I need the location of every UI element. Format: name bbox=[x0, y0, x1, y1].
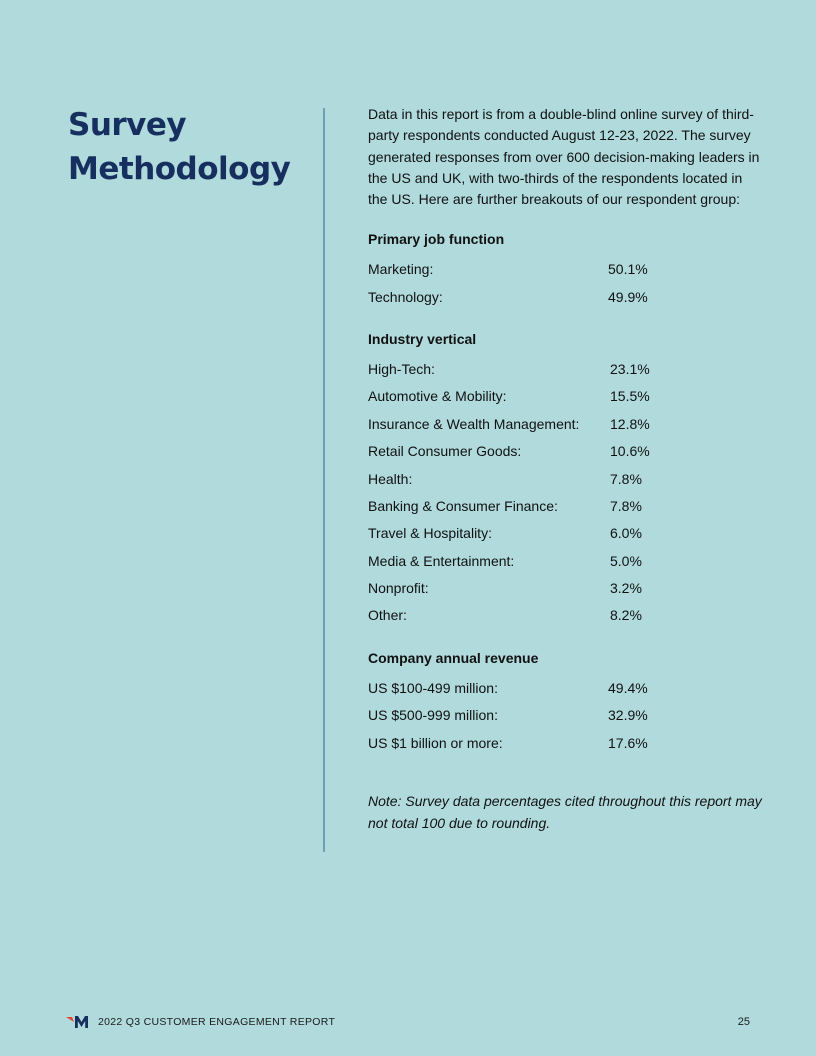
row-label: Travel & Hospitality: bbox=[368, 525, 492, 542]
row-value: 5.0% bbox=[610, 552, 642, 569]
row-value: 17.6% bbox=[608, 734, 648, 751]
row-label: Retail Consumer Goods: bbox=[368, 443, 522, 460]
page-number: 25 bbox=[737, 1016, 750, 1028]
row-label: Other: bbox=[368, 607, 407, 624]
revenue-row bbox=[368, 702, 768, 729]
row-label: US $500-999 million: bbox=[368, 707, 498, 724]
industry-row bbox=[368, 492, 768, 519]
rounding-note: Note: Survey data percentages cited throughout this report may not total 100 due to rounding. bbox=[368, 793, 762, 832]
row-label: US $100-499 million: bbox=[368, 679, 498, 696]
row-label: Banking & Consumer Finance: bbox=[368, 497, 558, 514]
row-label: Technology: bbox=[368, 288, 443, 305]
industry-section bbox=[368, 328, 768, 629]
revenue-title: Company annual revenue bbox=[368, 650, 539, 667]
row-label: Media & Entertainment: bbox=[368, 552, 515, 569]
row-value: 49.9% bbox=[608, 288, 648, 305]
industry-row bbox=[368, 574, 768, 601]
row-label: Health: bbox=[368, 470, 413, 487]
row-value: 3.2% bbox=[610, 580, 642, 597]
row-label: Automotive & Mobility: bbox=[368, 388, 507, 405]
m-logo-icon bbox=[66, 1014, 90, 1030]
page-title: Survey Methodology bbox=[68, 107, 291, 187]
row-value: 50.1% bbox=[608, 261, 648, 278]
row-label: Marketing: bbox=[368, 261, 434, 278]
row-label: Insurance & Wealth Management: bbox=[368, 415, 580, 432]
row-value: 32.9% bbox=[608, 707, 648, 724]
intro-paragraph: Data in this report is from a double-blind online survey of third-party respondents conducted August 12-23, 2022. The survey generated responses from over 600 decision-making leaders in the US and UK, with two-thirds of the respondents located in the US. Here are further breakouts of our respondent group: bbox=[368, 106, 760, 208]
row-value: 12.8% bbox=[610, 415, 650, 432]
industry-row bbox=[368, 602, 768, 629]
page-footer bbox=[66, 1012, 750, 1032]
industry-row bbox=[368, 465, 768, 492]
row-value: 8.2% bbox=[610, 607, 642, 624]
job-function-row bbox=[368, 283, 768, 310]
row-value: 7.8% bbox=[610, 497, 642, 514]
row-value: 7.8% bbox=[610, 470, 642, 487]
job-function-row bbox=[368, 255, 768, 282]
industry-row bbox=[368, 437, 768, 464]
industry-title: Industry vertical bbox=[368, 331, 477, 348]
row-label: High-Tech: bbox=[368, 360, 435, 377]
revenue-row bbox=[368, 729, 768, 756]
row-value: 6.0% bbox=[610, 525, 642, 542]
industry-row bbox=[368, 410, 768, 437]
industry-row bbox=[368, 547, 768, 574]
industry-row bbox=[368, 520, 768, 547]
industry-row bbox=[368, 355, 768, 382]
revenue-section bbox=[368, 647, 768, 756]
job-function-section bbox=[368, 228, 768, 310]
row-label: US $1 billion or more: bbox=[368, 734, 503, 751]
industry-row bbox=[368, 383, 768, 410]
report-name: 2022 Q3 CUSTOMER ENGAGEMENT REPORT bbox=[98, 1016, 336, 1028]
vertical-divider bbox=[323, 108, 325, 852]
revenue-row bbox=[368, 674, 768, 701]
row-value: 10.6% bbox=[610, 443, 650, 460]
row-value: 49.4% bbox=[608, 679, 648, 696]
row-label: Nonprofit: bbox=[368, 580, 429, 597]
row-value: 15.5% bbox=[610, 388, 650, 405]
methodology-content bbox=[368, 104, 768, 834]
job-function-title: Primary job function bbox=[368, 231, 505, 248]
row-value: 23.1% bbox=[610, 360, 650, 377]
